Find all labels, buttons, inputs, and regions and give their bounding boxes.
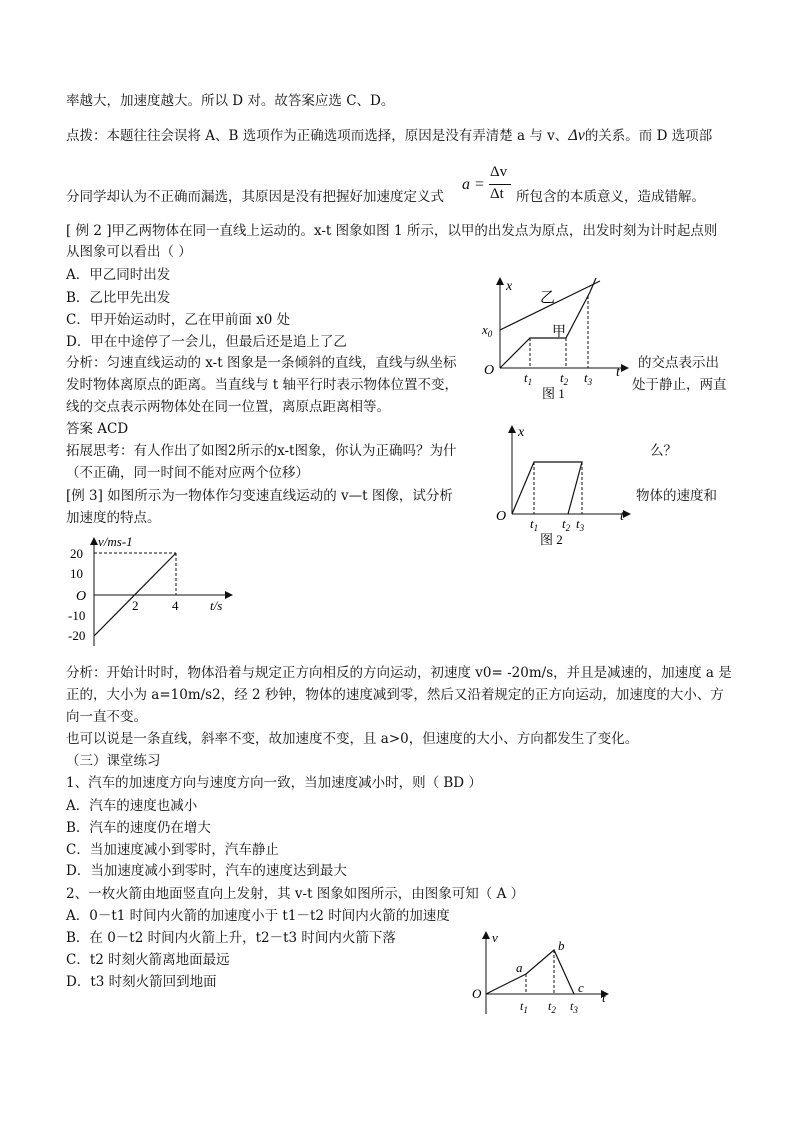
tick-4: 4 [172,598,179,613]
axis-label-x: x [518,425,525,440]
text-line: 也可以说是一条直线，斜率不变，故加速度不变，且 a>0，但速度的大小、方向都发生了变化。 [66,731,639,747]
xt-path [512,462,582,514]
label-yi: 乙 [540,290,556,306]
tick-t2: $t_2$ [548,999,556,1015]
text-line: 分析：匀速直线运动的 x-t 图象是一条倾斜的直线，直线与纵坐标 [66,355,457,371]
formula-a: a [462,176,470,193]
tick-t3: $t_3$ [570,999,578,1015]
text-line: 所包含的本质意义，造成错解。 [516,189,705,205]
text-line [66,127,712,145]
axis-label-x: x [506,279,513,294]
tick-neg20: -20 [68,628,86,643]
tick-t1: $t_1$ [520,999,528,1015]
figure-caption: 图 1 [542,386,565,401]
formula-numerator: Δv [490,164,508,180]
origin-label: O [484,363,495,378]
text-line: 拓展思考：有人作出了如图2所示的x-t图象，你认为正确吗？为什 [66,443,457,459]
text-line: 从图象可以看出（ ） [66,244,192,260]
delta-v-symbol: Δv [568,127,585,144]
question-text: 2、一枚火箭由地面竖直向上发射，其 v-t 图象如图所示，由图象可知（ A ） [66,886,525,902]
text-line: 率越大，加速度越大。所以 D 对。故答案应选 C、D。 [66,93,395,109]
option-text: A．0－t1 时间内火箭的加速度小于 t1－t2 时间内火箭的加速度 [66,908,450,924]
point-b: b [558,938,565,953]
option-text: B．乙比甲先出发 [66,290,171,306]
figure-4-rocket-vt-graph [470,928,615,1018]
tick-t1: $t_1$ [524,370,533,387]
option-text: B．汽车的速度仍在增大 [66,820,211,836]
axis-label-v: v/ms-1 [98,534,133,549]
label-x0: $x_0$ [482,322,493,339]
tick-2: 2 [132,598,139,613]
axis-label-t: t [620,509,624,524]
text-line: 么？ [650,443,677,459]
tick-t2: $t_2$ [562,516,571,533]
axis-label-t: t/s [210,598,223,613]
tick-t3: $t_3$ [584,370,593,387]
label-jia: 甲 [552,325,566,340]
section-heading: （三）课堂练习 [66,753,161,769]
option-text: D．当加速度减小到零时，汽车的速度达到最大 [66,863,347,879]
text-line: 处于静止，两直 [632,377,727,393]
rocket-velocity-path [486,950,574,994]
option-text: D．t3 时刻火箭回到地面 [66,974,217,990]
figure-1-xt-graph [478,270,638,405]
tick-t2: $t_2$ [560,370,569,387]
figure-2-xt-graph [490,420,640,550]
text-segment: 点拨：本题往往会误将 A、B 选项作为正确选项而选择，原因是没有弄清楚 a 与 v、 [66,128,569,144]
tick-20: 20 [70,546,83,561]
answer-text: 答案 ACD [66,421,129,437]
option-text: C．当加速度减小到零时，汽车静止 [66,842,279,858]
tick-t3: $t_3$ [576,516,585,533]
origin-label: O [76,589,87,604]
acceleration-formula [462,164,514,208]
axis-label-v: v [492,930,498,945]
point-a: a [516,960,523,975]
option-text: C．甲开始运动时，乙在甲前面 x0 处 [66,312,291,328]
text-line: [ 例 2 ]甲乙两物体在同一直线上运动的。x-t 图象如图 1 所示，以甲的出发点为原点，出发时刻为计时起点则 [66,223,718,239]
origin-label: O [472,986,482,1001]
text-line: 物体的速度和 [636,488,717,504]
option-text: A．甲乙同时出发 [66,267,171,283]
text-segment: 的关系。而 D 选项部 [584,128,713,144]
tick-10: 10 [70,566,83,581]
formula-equals: = [475,176,485,193]
formula-denominator: Δt [490,186,504,202]
axis-label-t: t [602,990,606,1005]
text-line: 分同学却认为不正确而漏选，其原因是没有把握好加速度定义式 [66,189,444,205]
text-line: 加速度的特点。 [66,510,161,526]
origin-label: O [496,509,507,524]
figure-3-vt-graph [62,532,252,652]
option-text: A．汽车的速度也减小 [66,798,198,814]
option-text: C．t2 时刻火箭离地面最远 [66,952,230,968]
text-line: 正的，大小为 a=10m/s2，经 2 秒钟，物体的速度减到零，然后又沿着规定的正方向运动，加速度的大小、方 [66,687,724,703]
text-line: （不正确，同一时间不能对应两个位移） [66,465,309,481]
text-line: 分析：开始计时时，物体沿着与规定正方向相反的方向运动，初速度 v0= -20m/s，并且是减速的，加速度 a 是 [66,665,732,681]
text-line: 发时物体离原点的距离。当直线与 t 轴平行时表示物体位置不变， [66,377,459,393]
axis-label-t: t [616,365,620,380]
option-text: D．甲在中途停了一会儿，但最后还是追上了乙 [66,334,347,350]
option-text: B．在 0－t2 时间内火箭上升，t2－t3 时间内火箭下落 [66,930,396,946]
tick-t1: $t_1$ [530,516,539,533]
text-line: 线的交点表示两物体处在同一位置，离原点距离相等。 [66,399,390,415]
point-c: c [578,980,584,995]
tick-neg10: -10 [68,608,86,623]
figure-caption: 图 2 [540,532,563,547]
question-text: 1、汽车的加速度方向与速度方向一致，当加速度减小时，则（ BD ） [66,775,482,791]
text-line: 向一直不变。 [66,709,147,725]
text-line: 的交点表示出 [638,355,719,371]
fraction-bar [489,184,511,185]
text-line: [例 3] 如图所示为一物体作匀变速直线运动的 v—t 图像，试分析 [66,488,453,504]
